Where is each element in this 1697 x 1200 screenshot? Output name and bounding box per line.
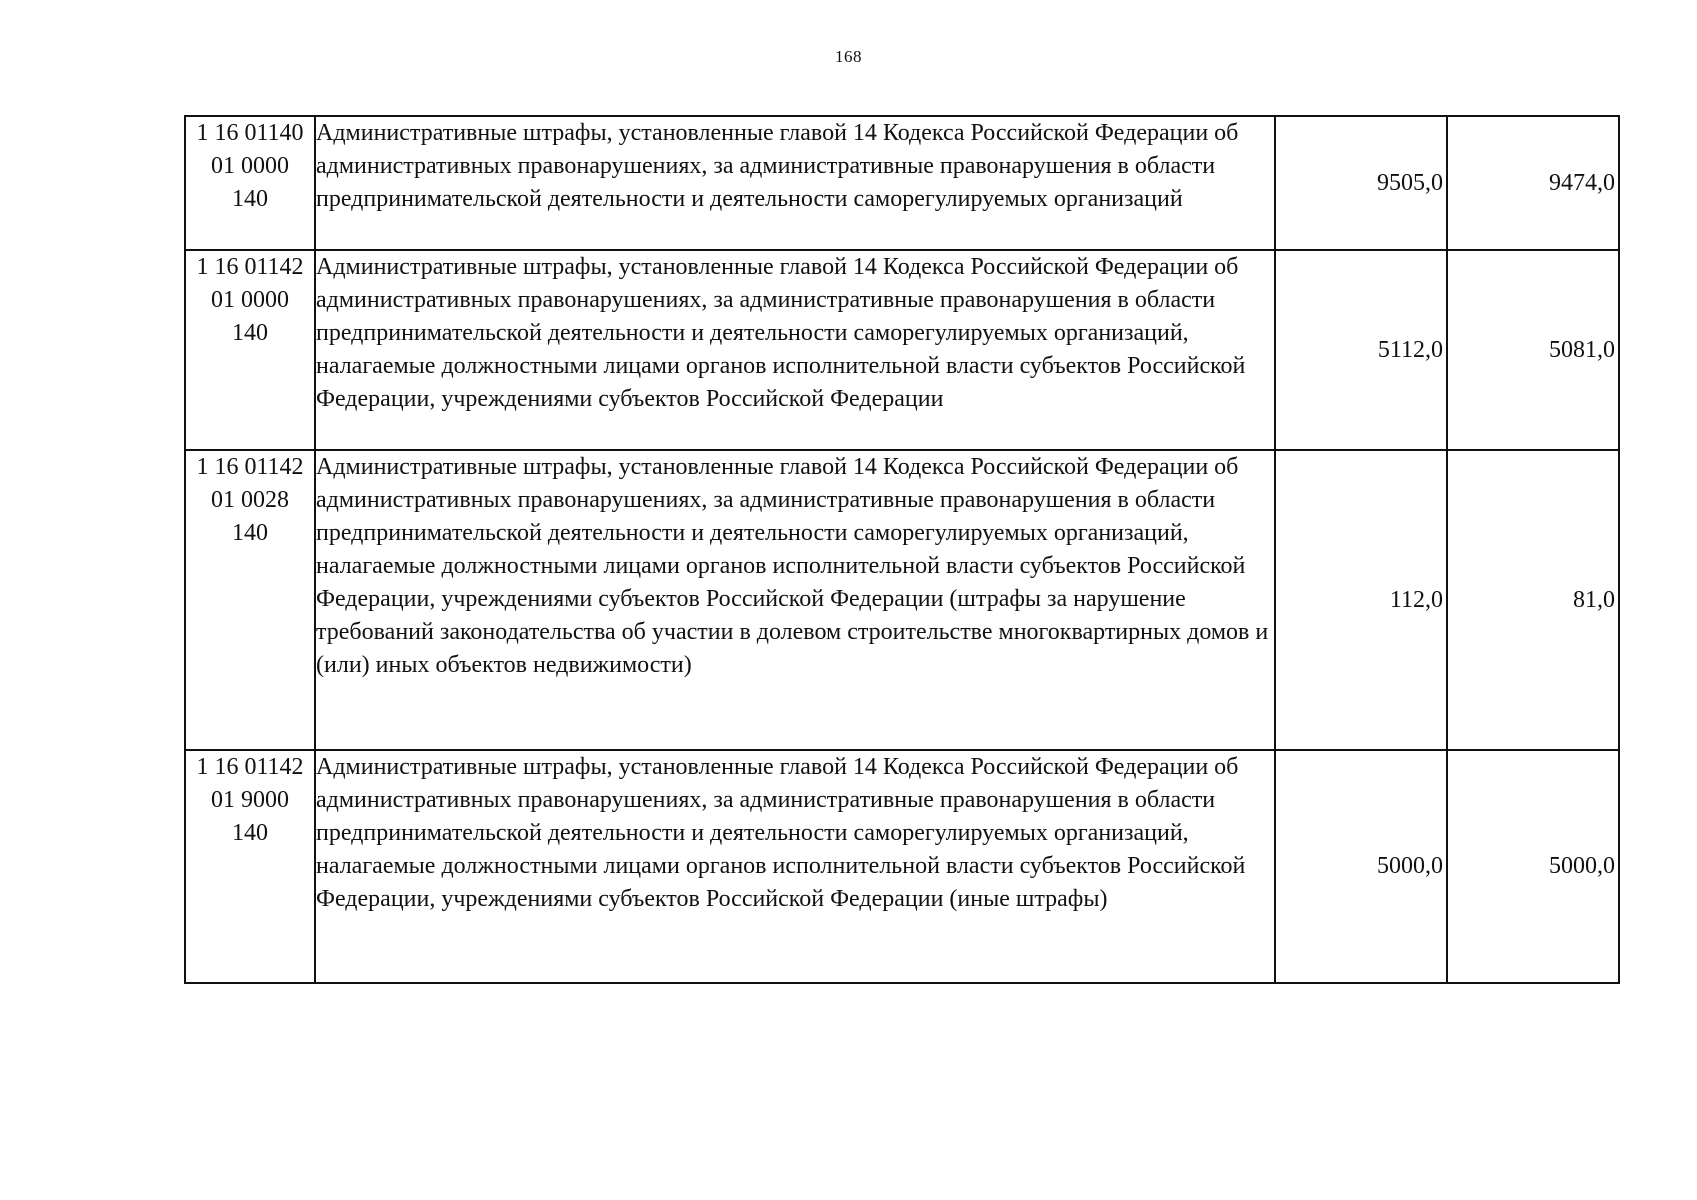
code-line: 140 [232,320,268,346]
amount-cell-2: 5000,0 [1447,750,1619,983]
code-line: 140 [232,820,268,846]
classification-code-cell [185,450,315,750]
classification-code-cell [185,116,315,250]
table-row [185,450,1619,750]
amount-cell-2: 81,0 [1447,450,1619,750]
code-line: 01 0000 [211,287,289,313]
amount-cell-1: 9505,0 [1275,116,1447,250]
table-row [185,250,1619,450]
amount-cell-1: 5112,0 [1275,250,1447,450]
code-line: 140 [232,186,268,212]
code-line: 140 [232,520,268,546]
revenue-name-cell: Административные штрафы, установленные главой 14 Кодекса Российской Федерации об административных правонарушениях, за административные правонарушения в области предпринимательской деятельности и деятельности саморегулируемых организаций, налагаемые должностными лицами органов исполнительной власти субъектов Российской Федерации, учреждениями субъектов Российской Федерации (иные штрафы) [315,750,1275,983]
code-line: 01 9000 [211,787,289,813]
budget-revenue-table [184,115,1620,984]
classification-code-cell [185,750,315,983]
amount-cell-1: 112,0 [1275,450,1447,750]
table-row [185,750,1619,983]
page-number: 168 [835,47,862,66]
code-line: 1 16 01142 [196,754,304,780]
revenue-name-cell: Административные штрафы, установленные главой 14 Кодекса Российской Федерации об административных правонарушениях, за административные правонарушения в области предпринимательской деятельности и деятельности саморегулируемых организаций [315,116,1275,250]
classification-code-cell [185,250,315,450]
table-row [185,116,1619,250]
code-line: 1 16 01140 [196,120,304,146]
code-line: 01 0000 [211,153,289,179]
code-line: 1 16 01142 [196,454,304,480]
amount-cell-2: 5081,0 [1447,250,1619,450]
code-line: 1 16 01142 [196,254,304,280]
revenue-name-cell: Административные штрафы, установленные главой 14 Кодекса Российской Федерации об административных правонарушениях, за административные правонарушения в области предпринимательской деятельности и деятельности саморегулируемых организаций, налагаемые должностными лицами органов исполнительной власти субъектов Российской Федерации, учреждениями субъектов Российской Федерации (штрафы за нарушение требований законодательства об участии в долевом строительстве многоквартирных домов и (или) иных объектов недвижимости) [315,450,1275,750]
amount-cell-2: 9474,0 [1447,116,1619,250]
revenue-name-cell: Административные штрафы, установленные главой 14 Кодекса Российской Федерации об административных правонарушениях, за административные правонарушения в области предпринимательской деятельности и деятельности саморегулируемых организаций, налагаемые должностными лицами органов исполнительной власти субъектов Российской Федерации, учреждениями субъектов Российской Федерации [315,250,1275,450]
amount-cell-1: 5000,0 [1275,750,1447,983]
code-line: 01 0028 [211,487,289,513]
